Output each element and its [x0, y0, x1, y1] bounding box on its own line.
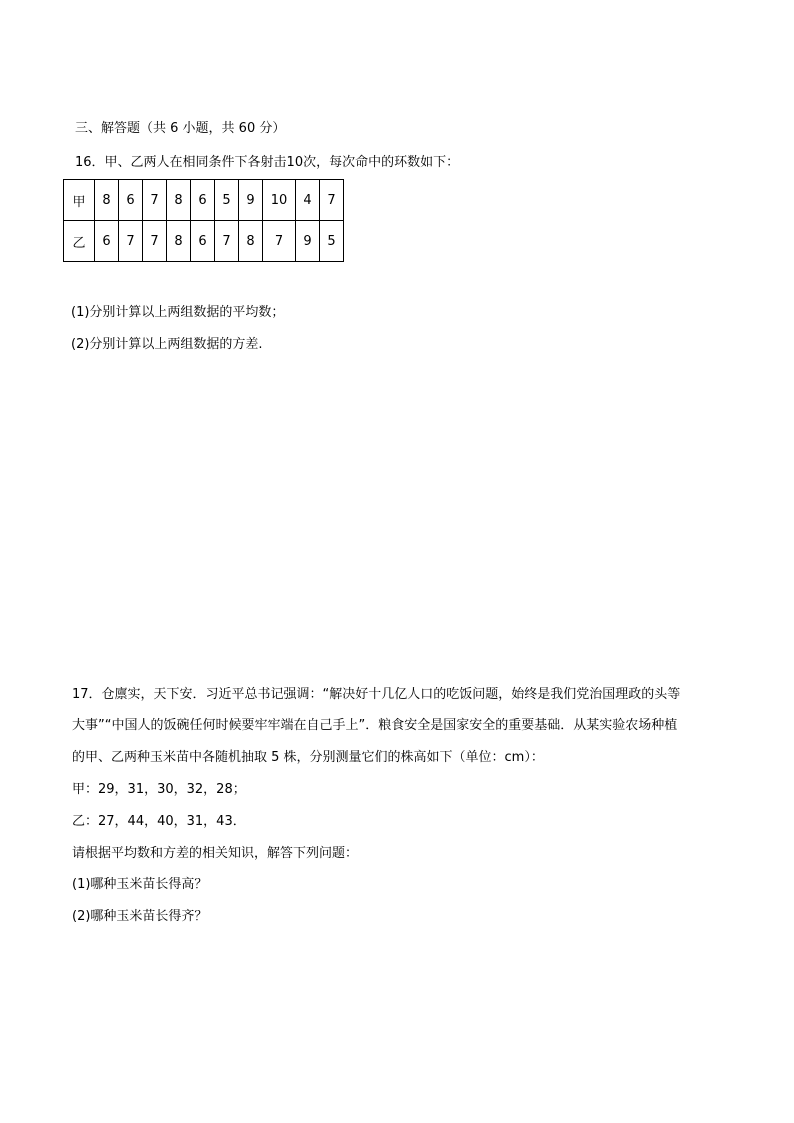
q17-data-yi: 乙：27，44，40，31，43． — [72, 814, 246, 829]
table-row-jia — [64, 180, 344, 221]
table-cell: 6 — [191, 221, 215, 262]
q16-part2: (2)分别计算以上两组数据的方差. — [71, 337, 263, 352]
table-cell: 7 — [215, 221, 239, 262]
table-cell: 4 — [296, 180, 320, 221]
q17-line2: 大事”“中国人的饭碗任何时候要牢牢端在自己手上”．粮食安全是国家安全的重要基础．从某实验农场种植 — [72, 718, 678, 733]
q17-part2: (2)哪种玉米苗长得齐？ — [72, 909, 208, 924]
q17-line1: 17．仓廪实，天下安．习近平总书记强调：“解决好十几亿人口的吃饭问题，始终是我们党治国理政的头等 — [72, 687, 681, 702]
table-cell: 8 — [95, 180, 119, 221]
table-cell: 7 — [320, 180, 344, 221]
table-cell: 7 — [263, 221, 296, 262]
score-table — [63, 179, 344, 262]
q17-instruction: 请根据平均数和方差的相关知识，解答下列问题： — [72, 846, 359, 861]
table-cell: 7 — [143, 221, 167, 262]
table-cell: 8 — [167, 180, 191, 221]
table-cell: 5 — [320, 221, 344, 262]
table-cell: 5 — [215, 180, 239, 221]
table-cell: 8 — [239, 221, 263, 262]
q17-part1: (1)哪种玉米苗长得高？ — [72, 877, 208, 892]
section-heading: 三、解答题（共 6 小题，共 60 分） — [75, 121, 286, 136]
table-row-yi — [64, 221, 344, 262]
q17-data-jia: 甲：29，31，30，32，28； — [72, 782, 246, 797]
table-cell: 10 — [263, 180, 296, 221]
table-cell: 9 — [296, 221, 320, 262]
q17-line3: 的甲、乙两种玉米苗中各随机抽取 5 株，分别测量它们的株高如下（单位：cm）： — [72, 750, 544, 765]
table-cell: 6 — [191, 180, 215, 221]
row-label-yi: 乙 — [64, 221, 95, 262]
table-cell: 6 — [119, 180, 143, 221]
table-cell: 8 — [167, 221, 191, 262]
table-cell: 7 — [143, 180, 167, 221]
table-cell: 6 — [95, 221, 119, 262]
q16-stem: 16．甲、乙两人在相同条件下各射击10次，每次命中的环数如下： — [75, 155, 460, 170]
row-label-jia: 甲 — [64, 180, 95, 221]
q16-part1: (1)分别计算以上两组数据的平均数； — [71, 305, 285, 320]
table-cell: 9 — [239, 180, 263, 221]
table-cell: 7 — [119, 221, 143, 262]
